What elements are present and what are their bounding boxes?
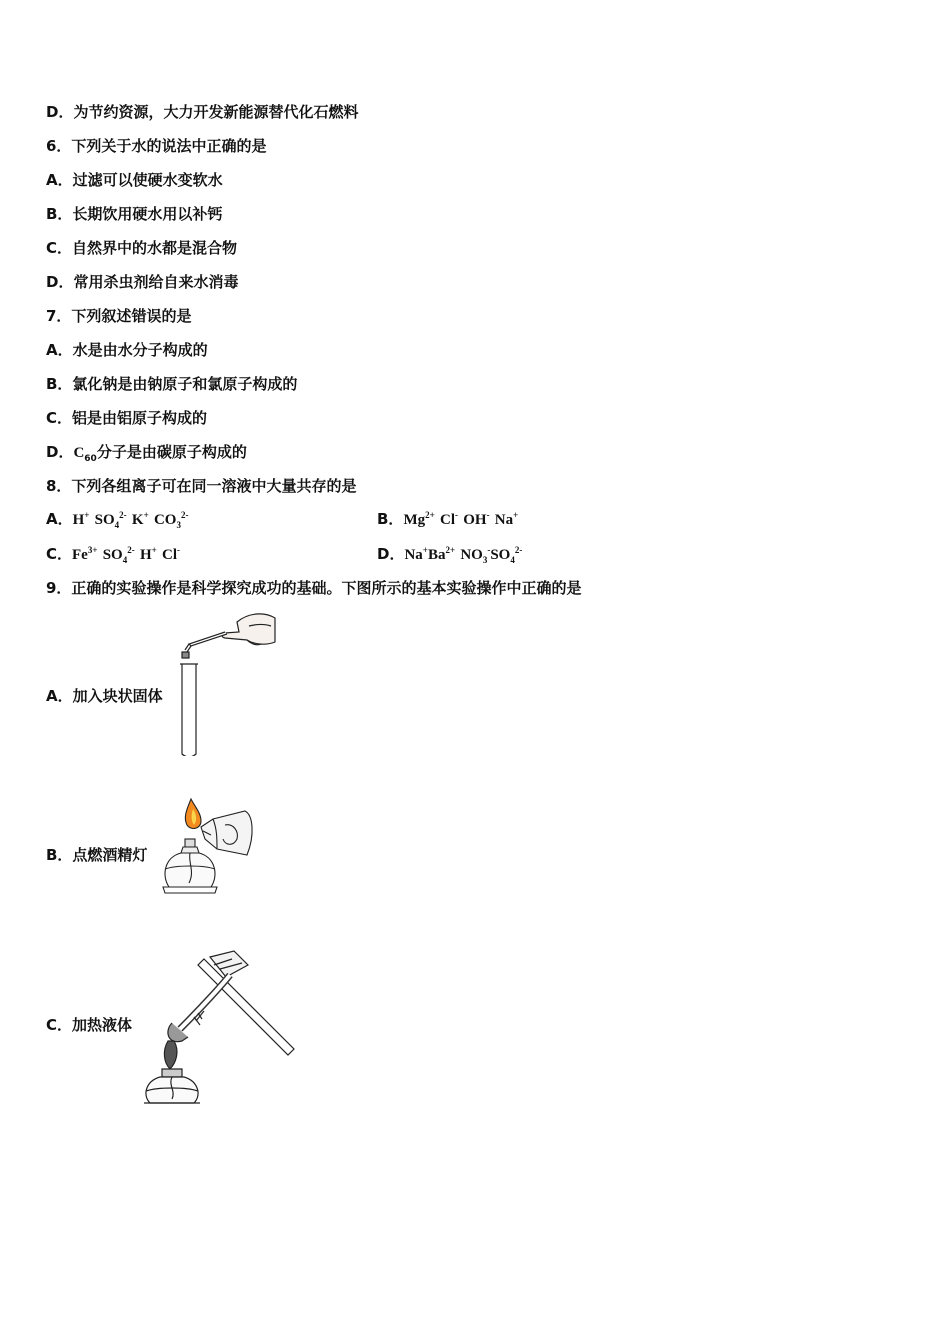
- q7-option-d-text: 分子是由碳原子构成的: [96, 443, 247, 461]
- ion-mg: $Mg^{2+}$: [403, 510, 435, 528]
- q8-option-c-label: C．: [46, 545, 73, 563]
- q8-stem: 8．下列各组离子可在同一溶液中大量共存的是: [46, 477, 357, 495]
- ion-cl: Cl-: [162, 545, 181, 563]
- c60-formula: C: [73, 445, 85, 461]
- q7-option-a: A．水是由水分子构成的: [46, 341, 208, 359]
- q6-option-b: B．长期饮用硬水用以补钙: [46, 205, 223, 223]
- ion-h: H+: [72, 510, 90, 528]
- q6-option-a: A．过滤可以使硬水变软水: [46, 171, 223, 189]
- ion-cl: Cl-: [439, 510, 458, 528]
- q8-option-b: [377, 509, 518, 530]
- ion-oh: OH-: [463, 510, 490, 528]
- q9-option-c: C．加热液体: [46, 1016, 133, 1034]
- ion-fe: $Fe^{3+}$: [72, 545, 98, 563]
- q8-option-d: [377, 544, 522, 565]
- light-alcohol-lamp-figure: [155, 795, 260, 899]
- c60-subscript: 60: [84, 454, 97, 464]
- q7-option-b: B．氯化钠是由钠原子和氯原子构成的: [46, 375, 298, 393]
- ion-h: H+: [139, 545, 157, 563]
- heat-liquid-figure: [138, 945, 300, 1107]
- q5-option-d: D．为节约资源，大力开发新能源替代化石燃料: [46, 103, 359, 121]
- q8-option-a-label: A．: [46, 510, 73, 528]
- q8-option-c: [46, 544, 180, 565]
- q7-option-d-label: D．: [46, 443, 74, 461]
- q6-option-d: D．常用杀虫剂给自来水消毒: [46, 273, 239, 291]
- add-solid-figure: [165, 608, 285, 756]
- q7-option-d: [46, 442, 247, 463]
- q9-option-a: A．加入块状固体: [46, 687, 163, 705]
- ion-na: Na+: [494, 510, 519, 528]
- ion-na: Na+: [404, 545, 428, 563]
- q9-stem: 9．正确的实验操作是科学探究成功的基础。下图所示的基本实验操作中正确的是: [46, 579, 582, 597]
- q6-stem: 6．下列关于水的说法中正确的是: [46, 137, 267, 155]
- q8-option-b-label: B．: [377, 510, 404, 528]
- ion-k: K+: [131, 510, 149, 528]
- q9-option-b: B．点燃酒精灯: [46, 846, 148, 864]
- ion-nitrate: $NO_3^-$: [460, 545, 491, 565]
- ion-sulfate: $SO_4^{2-}$: [490, 545, 523, 565]
- q7-stem: 7．下列叙述错误的是: [46, 307, 192, 325]
- q8-option-d-label: D．: [377, 545, 405, 563]
- q8-option-a: [46, 509, 188, 530]
- q6-option-c: C．自然界中的水都是混合物: [46, 239, 238, 257]
- ion-sulfate: $SO_4^{2-}$: [94, 510, 127, 530]
- ion-sulfate: $SO_4^{2-}$: [102, 545, 135, 565]
- q7-option-c: C．铝是由铝原子构成的: [46, 409, 208, 427]
- ion-ba: $Ba^{2+}$: [427, 545, 456, 563]
- ion-carbonate: $CO_3^{2-}$: [153, 510, 189, 530]
